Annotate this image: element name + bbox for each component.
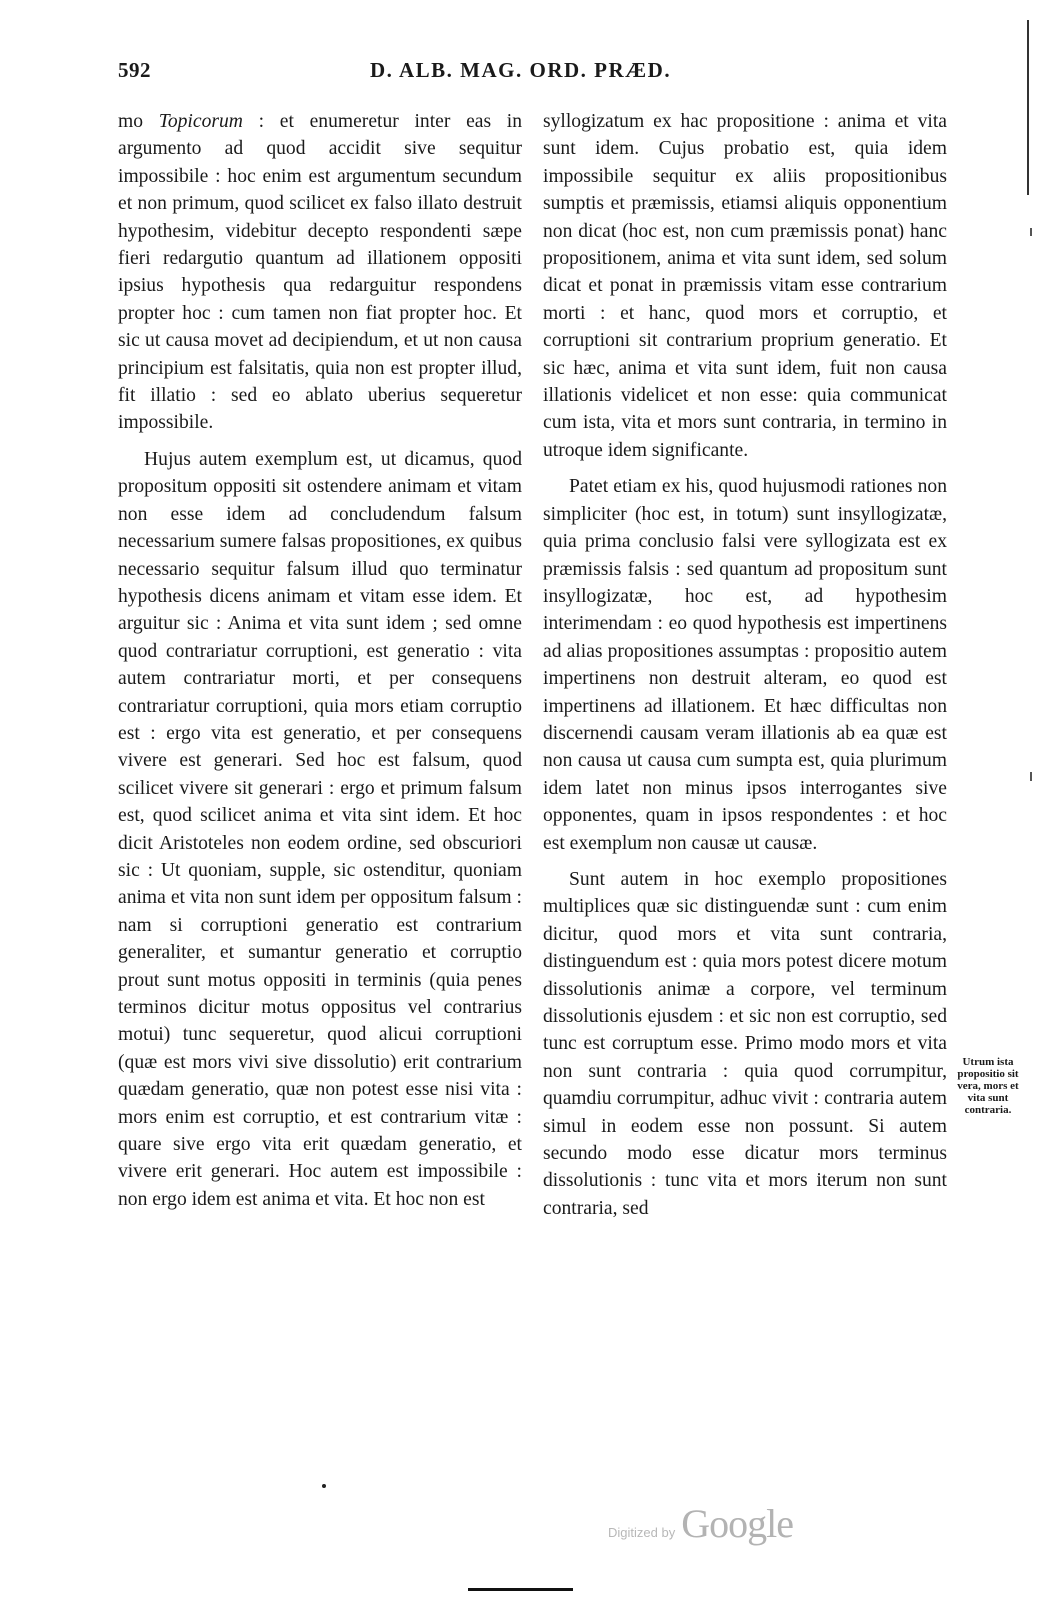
text-run: : et enumeretur inter eas in argumento ad quod accidit sive sequitur impossibile : hoc enim est argumentum secundum et non primum, quod scilicet ex falso illato destruit hypothesim, videbitur decepto respondenti sæpe fieri redargutio quantum ad illationem oppositi ipsius hypothesis qua redarguitur respondens propter hoc : cum tamen non fiat propter hoc. Et sic ut causa movet ad decipiendum, et ut non causa principium est falsitatis, quia non est propter illud, fit illatio : sed eo ablato uberius sequeretur impossibile. (118, 111, 523, 434)
scan-speck (1030, 772, 1032, 781)
text-run: mo (118, 111, 159, 132)
scan-speck (1030, 228, 1032, 236)
paragraph: Hujus autem exemplum est, ut dicamus, quod propositum oppositi sit ostendere animam et vitam non esse idem ad concludendum falsum necessarium sumere falsas propositiones, ex quibus necessario sequitur falsum illud quo terminatur hypothesis dicens animam et vitam esse idem. Et arguitur sic : Anima et vita sunt idem ; sed omne quod contrariatur corruptioni, est generatio : vita autem contrariatur morti, et per consequens contrariatur corruptioni, quia mors etiam corruptio est : ergo vita est generatio, et per consequens vivere est generari. Sed hoc est falsum, quod scilicet vivere sit generari : ergo et primum falsum est, quod scilicet anima et vita sint idem. Et hoc dicit Aristoteles non eodem ordine, sed obscuriori sic : Ut quoniam, supple, sic ostenditur, quoniam anima et vita non sunt idem per oppositum falsum : nam si corruptioni generatio est contrarium generaliter, et sumantur generatio et corruptio prout sunt motus oppositi in terminis (quia penes terminos dicitur motus oppositus vel contrarius motui) tunc sequeretur, quod alicui corruptioni (quæ est mors vivi sive dissolutio) erit contrarium quædam generatio, quæ non potest esse nisi vita : mors enim est corruptio, et est contrarium vitæ : quare sive ergo vita erit quædam generatio, et vivere erit generari. Hoc autem est impossibile : non ergo idem est anima et vita. Et hoc non est (118, 448, 522, 1210)
paragraph (118, 108, 522, 437)
right-column (543, 108, 947, 1231)
digitized-watermark (608, 1500, 793, 1547)
digitized-label: Digitized by (608, 1525, 676, 1540)
running-title: D. ALB. MAG. ORD. PRÆD. (370, 58, 672, 82)
paragraph: Patet etiam ex his, quod hujusmodi rationes non simpliciter (hoc est, in totum) sunt insyllogizatæ, quia prima conclusio falsi vere syllogizata est ex præmissis falsis : sed quantum ad propositum sunt insyllogizatæ, hoc est, ad hypothesim interimendam : eo quod hypothesis est impertinens ad alias propositiones assumptas : propositio autem impertinens non destruit alteram, eo quod est impertinens ad illationem. Et hæc difficultas non discernendi causam veram illationis ab ea quæ est non causa ut causa cum sumpta est, quia plurimum idem latet non minus ipsos interrogantes sive opponentes, quam in ipsos respondentes : et hoc est exemplum non causæ ut causæ. (543, 476, 947, 854)
ink-dot (322, 1484, 326, 1488)
italic-title: Topicorum (158, 111, 243, 132)
paragraph: Sunt autem in hoc exemplo propositiones multiplices quæ sic distinguendæ sunt : cum enim dicitur, quod mors et vita sunt contraria, distinguendum est : quia mors potest dicere motum dissolutionis animæ a corpore, vel terminum dissolutionis ejusdem : et sic non est corruptio, sed tunc est corruptum esse. Primo modo mors et vita non sunt contraria : quia quod corrumpitur, quamdiu corrumpitur, adhuc vivit : contraria autem simul in eodem esse non possunt. Si autem secundo modo esse dicatur mors terminus dissolutionis : tunc vita et mors iterum non sunt contraria, sed (543, 868, 947, 1219)
page-number: 592 (118, 58, 151, 82)
google-logo: Google (681, 1501, 793, 1546)
paragraph: syllogizatum ex hac propositione : anima et vita sunt idem. Cujus probatio est, quia idem impossibile sequitur ex aliis propositionibus sumptis et præmissis, etiamsi aliquis opponentium non dicat (hoc est, non cum præmissis ponat) hanc propositionem, anima et vita sunt idem, sed solum dicat et ponat in præmissis vitam esse contrarium morti : et hanc, quod mors et corruptio, et corruptioni sit contrarium proprium generatio. Et sic hæc, anima et vita sunt idem, fuit non causa illationis videlicet et non esse: quia communicat cum ista, vita et mors sunt contraria, in termino in utroque idem significante. (543, 111, 947, 461)
margin-note: Utrum ista propositio sit vera, mors et vita sunt contraria. (957, 1056, 1019, 1116)
bottom-rule (468, 1588, 573, 1591)
left-column (118, 108, 522, 1222)
margin-rule (1027, 20, 1029, 195)
